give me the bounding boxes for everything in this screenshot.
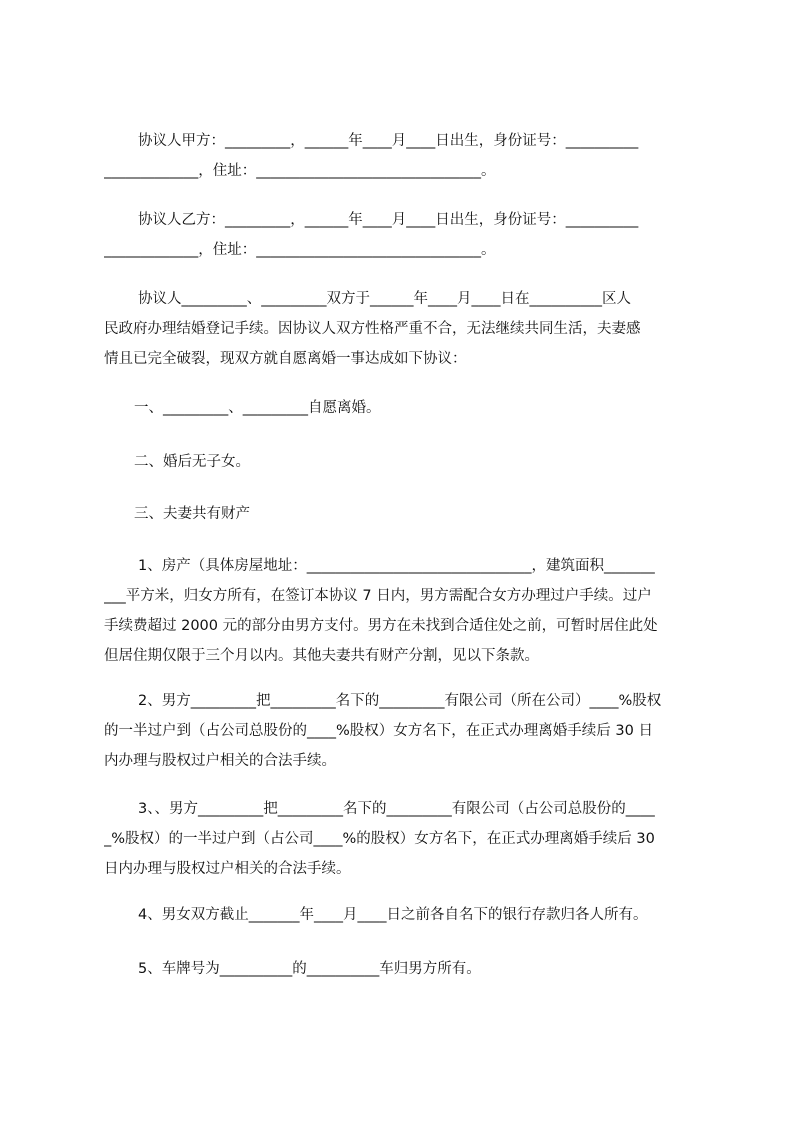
intro-line-2: 民政府办理结婚登记手续。因协议人双方性格严重不合，无法继续共同生活，夫妻感 — [104, 321, 641, 337]
item-2-paragraph — [104, 686, 701, 776]
party-a-line-2: _____________，住址：_______________________________。 — [104, 163, 496, 179]
item-1-line-2: ___平方米，归女方所有，在签订本协议 7 日内，男方需配合女方办理过户手续。过户 — [104, 588, 652, 604]
clause-2-text: 二、婚后无子女。 — [134, 454, 250, 470]
clause-3-text: 三、夫妻共有财产 — [134, 506, 250, 522]
item-5-paragraph — [104, 954, 701, 984]
item-1-line-4: 但居住期仅限于三个月以内。其他夫妻共有财产分割，见以下条款。 — [104, 648, 539, 664]
party-b-line-1: 协议人乙方：_________，______年____月____日出生，身份证号：__________ — [138, 212, 639, 228]
item-4-text: 4、男女双方截止_______年____月____日之前各自名下的银行存款归各人所有。 — [138, 907, 648, 923]
clause-1-text: 一、_________、_________自愿离婚。 — [134, 400, 381, 416]
clause-1 — [104, 393, 701, 423]
intro-paragraph — [104, 284, 701, 374]
clause-2 — [104, 447, 701, 477]
item-3-line-3: 日内办理与股权过户相关的合法手续。 — [104, 861, 351, 877]
clause-3 — [104, 499, 701, 529]
intro-line-3: 情且已完全破裂，现双方就自愿离婚一事达成如下协议： — [104, 351, 467, 367]
item-1-line-1: 1、房产（具体房屋地址：_______________________________，建筑面积_______ — [138, 558, 655, 574]
party-b-paragraph — [104, 205, 701, 265]
item-5-text: 5、车牌号为__________的__________车归男方所有。 — [138, 961, 481, 977]
item-3-line-2: _%股权）的一半过户到（占公司____%的股权）女方名下，在正式办理离婚手续后 30 — [104, 831, 655, 847]
item-2-line-3: 内办理与股权过户相关的合法手续。 — [104, 753, 336, 769]
party-a-paragraph — [104, 126, 701, 186]
item-3-paragraph — [104, 794, 701, 884]
item-1-paragraph — [104, 551, 701, 671]
item-1-line-3: 手续费超过 2000 元的部分由男方支付。男方在未找到合适住处之前，可暂时居住此处 — [104, 618, 658, 634]
item-2-line-1: 2、男方_________把_________名下的_________有限公司（所在公司）____%股权 — [138, 693, 662, 709]
party-b-line-2: _____________，住址：_______________________________。 — [104, 242, 496, 258]
intro-line-1: 协议人_________、_________双方于______年____月____日在__________区人 — [138, 291, 631, 307]
item-2-line-2: 的一半过户到（占公司总股份的____%股权）女方名下，在正式办理离婚手续后 30 日 — [104, 723, 653, 739]
party-a-line-1: 协议人甲方：_________，______年____月____日出生，身份证号：__________ — [138, 133, 639, 149]
item-4-paragraph — [104, 900, 701, 930]
item-3-line-1: 3、、男方_________把_________名下的_________有限公司（占公司总股份的____ — [138, 801, 655, 817]
